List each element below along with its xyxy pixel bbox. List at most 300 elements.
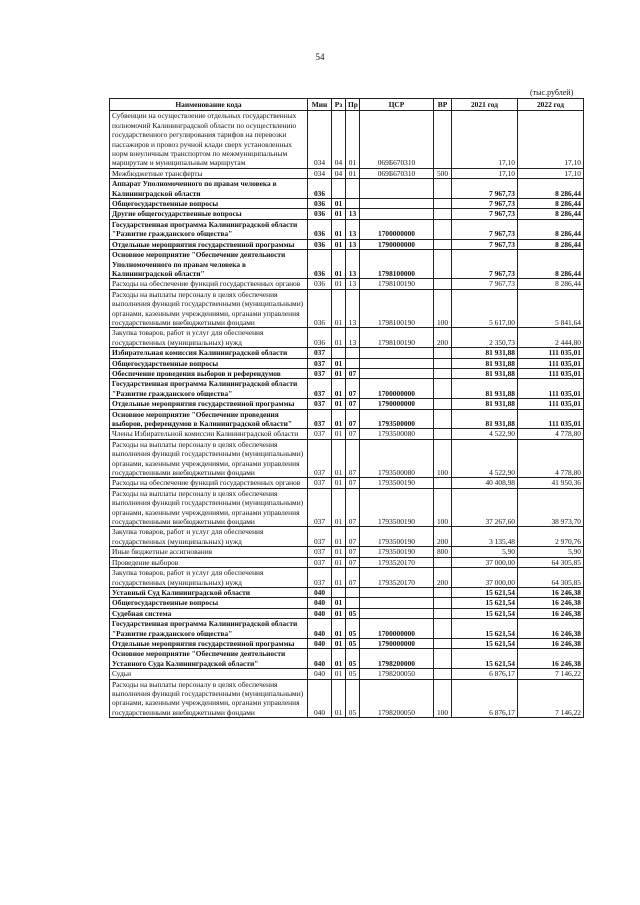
table-row: [110, 250, 584, 279]
cell-pr: 07: [346, 379, 360, 399]
cell-pr: 07: [346, 368, 360, 378]
cell-2021: 6 876,17: [452, 669, 518, 679]
cell-csr: [360, 209, 434, 219]
cell-pr: 13: [346, 250, 360, 279]
cell-2021: 81 931,88: [452, 379, 518, 399]
cell-csr: 069Б670310: [360, 111, 434, 168]
cell-2022: 111 035,01: [518, 368, 584, 378]
table-row: [110, 587, 584, 597]
cell-min: 037: [308, 358, 332, 368]
table-row: [110, 568, 584, 588]
cell-name: Иные бюджетные ассигнования: [110, 547, 308, 557]
cell-min: 037: [308, 409, 332, 429]
cell-name: Члены Избирательной комиссии Калининградской области: [110, 429, 308, 439]
cell-csr: 1798100190: [360, 279, 434, 289]
cell-2021: 7 967,73: [452, 179, 518, 199]
cell-vr: 800: [434, 547, 452, 557]
cell-rz: 01: [332, 289, 346, 328]
cell-name: Общегосударственные вопросы: [110, 598, 308, 608]
cell-min: 036: [308, 199, 332, 209]
cell-2021: 2 350,73: [452, 328, 518, 348]
cell-rz: 01: [332, 209, 346, 219]
cell-2022: 8 286,44: [518, 209, 584, 219]
table-row: [110, 168, 584, 178]
cell-2021: 7 967,73: [452, 239, 518, 249]
cell-name: Государственная программа Калининградской области "Развитие гражданского общества": [110, 219, 308, 239]
cell-min: 040: [308, 679, 332, 718]
cell-csr: 1700000000: [360, 379, 434, 399]
cell-2021: 15 621,54: [452, 587, 518, 597]
table-row: [110, 219, 584, 239]
cell-csr: 1700000000: [360, 219, 434, 239]
cell-min: 037: [308, 527, 332, 547]
cell-rz: 01: [332, 619, 346, 639]
cell-rz: 01: [332, 239, 346, 249]
cell-2022: 17,10: [518, 168, 584, 178]
cell-rz: 01: [332, 669, 346, 679]
cell-2021: 81 931,88: [452, 399, 518, 409]
cell-vr: [434, 279, 452, 289]
cell-csr: 1793500190: [360, 478, 434, 488]
cell-rz: 01: [332, 368, 346, 378]
cell-name: Отдельные мероприятия государственной программы: [110, 239, 308, 249]
cell-csr: [360, 179, 434, 199]
cell-vr: 100: [434, 488, 452, 527]
cell-name: Субвенции на осуществление отдельных государственных полномочий Калининградской области по осуществлению государственного регулирования тарифов на перевозки пассажиров и провоз ручной клади сверх установленных норм внеуличным транспортом по межмуниципальным маршрутам и муниципальным маршрутам: [110, 111, 308, 168]
cell-pr: 05: [346, 669, 360, 679]
cell-vr: [434, 209, 452, 219]
cell-pr: 05: [346, 638, 360, 648]
cell-2022: 17,10: [518, 111, 584, 168]
cell-csr: [360, 608, 434, 618]
cell-vr: [434, 239, 452, 249]
cell-name: Проведение выборов: [110, 557, 308, 567]
cell-csr: 1798200050: [360, 669, 434, 679]
cell-rz: 01: [332, 679, 346, 718]
table-row: [110, 379, 584, 399]
cell-vr: [434, 608, 452, 618]
cell-csr: [360, 598, 434, 608]
cell-csr: 1793500190: [360, 527, 434, 547]
cell-vr: [434, 219, 452, 239]
cell-name: Основное мероприятие "Обеспечение деятельности Уставного Суда Калининградской области": [110, 649, 308, 669]
cell-pr: [346, 348, 360, 358]
header-vr: ВР: [434, 99, 452, 111]
cell-name: Закупка товаров, работ и услуг для обеспечения государственных (муниципальных) нужд: [110, 527, 308, 547]
cell-2021: 7 967,73: [452, 250, 518, 279]
cell-2022: 111 035,01: [518, 379, 584, 399]
cell-rz: 01: [332, 638, 346, 648]
cell-2022: 2 444,80: [518, 328, 584, 348]
cell-pr: [346, 358, 360, 368]
cell-rz: 04: [332, 111, 346, 168]
cell-min: 040: [308, 608, 332, 618]
cell-min: 037: [308, 348, 332, 358]
cell-2021: 5 617,00: [452, 289, 518, 328]
cell-2021: 81 931,88: [452, 348, 518, 358]
cell-vr: [434, 250, 452, 279]
cell-vr: [434, 379, 452, 399]
table-row: [110, 358, 584, 368]
cell-rz: 01: [332, 488, 346, 527]
table-row: [110, 239, 584, 249]
cell-vr: [434, 478, 452, 488]
cell-min: 040: [308, 598, 332, 608]
cell-name: Закупка товаров, работ и услуг для обеспечения государственных (муниципальных) нужд: [110, 568, 308, 588]
cell-rz: 01: [332, 527, 346, 547]
table-row: [110, 348, 584, 358]
cell-csr: [360, 368, 434, 378]
cell-name: Государственная программа Калининградской области "Развитие гражданского общества": [110, 379, 308, 399]
cell-vr: 100: [434, 289, 452, 328]
cell-min: 037: [308, 568, 332, 588]
cell-pr: 01: [346, 168, 360, 178]
cell-pr: 05: [346, 608, 360, 618]
cell-2021: 15 621,54: [452, 638, 518, 648]
table-row: [110, 527, 584, 547]
table-header-row: [110, 99, 584, 111]
cell-min: 037: [308, 557, 332, 567]
cell-name: Другие общегосударственные вопросы: [110, 209, 308, 219]
cell-name: Расходы на выплаты персоналу в целях обеспечения выполнения функций государственными (муниципальными) органами, казенными учреждениями, органами управления государственными внебюджетными фондами: [110, 439, 308, 478]
table-row: [110, 547, 584, 557]
table-row: [110, 409, 584, 429]
cell-pr: 13: [346, 219, 360, 239]
cell-rz: 01: [332, 429, 346, 439]
header-2022: 2022 год: [518, 99, 584, 111]
cell-2022: 111 035,01: [518, 348, 584, 358]
cell-rz: [332, 348, 346, 358]
cell-csr: [360, 587, 434, 597]
cell-name: Судьи: [110, 669, 308, 679]
header-name: Наименование кода: [110, 99, 308, 111]
cell-name: Межбюджетные трансферты: [110, 168, 308, 178]
units-label: (тыс.рублей): [530, 88, 574, 97]
cell-2021: 15 621,54: [452, 598, 518, 608]
cell-2021: 4 522,90: [452, 439, 518, 478]
cell-csr: 1793520170: [360, 557, 434, 567]
cell-vr: [434, 669, 452, 679]
cell-2021: 7 967,73: [452, 279, 518, 289]
cell-name: Основное мероприятие "Обеспечение проведения выборов, референдумов в Калининградской области": [110, 409, 308, 429]
cell-csr: [360, 358, 434, 368]
cell-rz: 01: [332, 547, 346, 557]
header-csr: ЦСР: [360, 99, 434, 111]
table-row: [110, 328, 584, 348]
cell-pr: 07: [346, 478, 360, 488]
cell-2021: 15 621,54: [452, 649, 518, 669]
cell-csr: 1798100190: [360, 289, 434, 328]
cell-pr: 07: [346, 557, 360, 567]
cell-2021: 7 967,73: [452, 209, 518, 219]
cell-pr: 13: [346, 279, 360, 289]
cell-2021: 15 621,54: [452, 608, 518, 618]
cell-csr: [360, 199, 434, 209]
cell-vr: [434, 638, 452, 648]
cell-pr: 07: [346, 409, 360, 429]
table-row: [110, 429, 584, 439]
cell-pr: 07: [346, 429, 360, 439]
table-row: [110, 638, 584, 648]
header-rz: Рз: [332, 99, 346, 111]
cell-2021: 15 621,54: [452, 619, 518, 639]
cell-vr: [434, 619, 452, 639]
cell-2022: 16 246,38: [518, 598, 584, 608]
cell-2021: 81 931,88: [452, 358, 518, 368]
cell-name: Расходы на выплаты персоналу в целях обеспечения выполнения функций государственными (муниципальными) органами, казенными учреждениями, органами управления государственными внебюджетными фондами: [110, 488, 308, 527]
cell-min: 037: [308, 439, 332, 478]
cell-name: Закупка товаров, работ и услуг для обеспечения государственных (муниципальных) нужд: [110, 328, 308, 348]
table-row: [110, 478, 584, 488]
cell-name: Основное мероприятие "Обеспечение деятельности Уполномоченного по правам человека в Калининградской области": [110, 250, 308, 279]
cell-rz: 01: [332, 649, 346, 669]
cell-2022: 8 286,44: [518, 250, 584, 279]
cell-min: 037: [308, 379, 332, 399]
cell-2022: 16 246,38: [518, 608, 584, 618]
cell-name: Уставный Суд Калининградской области: [110, 587, 308, 597]
cell-2022: 16 246,38: [518, 649, 584, 669]
cell-vr: 500: [434, 168, 452, 178]
cell-2021: 81 931,88: [452, 368, 518, 378]
table-row: [110, 199, 584, 209]
cell-min: 036: [308, 179, 332, 199]
cell-vr: [434, 358, 452, 368]
cell-2022: 38 973,70: [518, 488, 584, 527]
cell-2021: 4 522,90: [452, 429, 518, 439]
cell-vr: [434, 111, 452, 168]
cell-rz: 01: [332, 250, 346, 279]
cell-pr: 13: [346, 328, 360, 348]
table-row: [110, 598, 584, 608]
cell-csr: 1793520170: [360, 568, 434, 588]
cell-vr: [434, 399, 452, 409]
cell-pr: 07: [346, 547, 360, 557]
cell-min: 034: [308, 111, 332, 168]
cell-csr: 1798100190: [360, 328, 434, 348]
cell-name: Расходы на обеспечение функций государственных органов: [110, 478, 308, 488]
cell-2021: 37 267,60: [452, 488, 518, 527]
cell-rz: 01: [332, 478, 346, 488]
table-row: [110, 619, 584, 639]
table-row: [110, 679, 584, 718]
cell-2021: 7 967,73: [452, 199, 518, 209]
table-row: [110, 399, 584, 409]
cell-pr: 07: [346, 399, 360, 409]
cell-min: 037: [308, 478, 332, 488]
cell-pr: 05: [346, 619, 360, 639]
cell-2022: 16 246,38: [518, 587, 584, 597]
cell-min: 036: [308, 328, 332, 348]
cell-csr: 1790000000: [360, 399, 434, 409]
cell-pr: 07: [346, 488, 360, 527]
cell-name: Общегосударственные вопросы: [110, 199, 308, 209]
cell-2022: 8 286,44: [518, 179, 584, 199]
cell-2022: 64 305,85: [518, 557, 584, 567]
cell-csr: 1793500080: [360, 429, 434, 439]
cell-2022: 5 841,64: [518, 289, 584, 328]
cell-csr: 1790000000: [360, 239, 434, 249]
cell-2022: 8 286,44: [518, 239, 584, 249]
cell-pr: 13: [346, 239, 360, 249]
table-row: [110, 649, 584, 669]
cell-rz: 01: [332, 439, 346, 478]
cell-vr: [434, 368, 452, 378]
cell-2021: 5,90: [452, 547, 518, 557]
cell-2021: 81 931,88: [452, 409, 518, 429]
cell-csr: [360, 348, 434, 358]
cell-vr: 100: [434, 679, 452, 718]
cell-min: 037: [308, 429, 332, 439]
cell-pr: [346, 587, 360, 597]
cell-name: Общегосударственные вопросы: [110, 358, 308, 368]
cell-pr: [346, 199, 360, 209]
cell-vr: 200: [434, 568, 452, 588]
cell-rz: 01: [332, 409, 346, 429]
cell-min: 040: [308, 649, 332, 669]
cell-vr: [434, 348, 452, 358]
cell-vr: 200: [434, 527, 452, 547]
cell-rz: 01: [332, 557, 346, 567]
table-row: [110, 289, 584, 328]
header-min: Мин: [308, 99, 332, 111]
cell-name: Судебная система: [110, 608, 308, 618]
table-row: [110, 557, 584, 567]
cell-rz: 01: [332, 608, 346, 618]
cell-rz: 01: [332, 399, 346, 409]
cell-min: 036: [308, 209, 332, 219]
cell-2022: 8 286,44: [518, 219, 584, 239]
header-2021: 2021 год: [452, 99, 518, 111]
cell-2022: 111 035,01: [518, 399, 584, 409]
table-row: [110, 608, 584, 618]
cell-min: 040: [308, 587, 332, 597]
cell-pr: 07: [346, 527, 360, 547]
cell-2022: 8 286,44: [518, 279, 584, 289]
cell-2022: 4 778,80: [518, 429, 584, 439]
cell-pr: 13: [346, 289, 360, 328]
cell-csr: 1790000000: [360, 638, 434, 648]
cell-pr: 07: [346, 568, 360, 588]
table-row: [110, 368, 584, 378]
cell-csr: 1793500000: [360, 409, 434, 429]
cell-vr: [434, 429, 452, 439]
cell-min: 040: [308, 619, 332, 639]
cell-pr: [346, 179, 360, 199]
table-body: [110, 111, 584, 718]
cell-min: 037: [308, 547, 332, 557]
cell-vr: [434, 409, 452, 429]
cell-name: Отдельные мероприятия государственной программы: [110, 638, 308, 648]
cell-rz: 01: [332, 568, 346, 588]
cell-csr: 1700000000: [360, 619, 434, 639]
cell-vr: [434, 598, 452, 608]
cell-min: 034: [308, 168, 332, 178]
cell-2022: 7 146,22: [518, 679, 584, 718]
cell-min: 040: [308, 638, 332, 648]
cell-2021: 17,10: [452, 111, 518, 168]
table-row: [110, 669, 584, 679]
cell-min: 040: [308, 669, 332, 679]
header-pr: Пр: [346, 99, 360, 111]
cell-rz: 01: [332, 219, 346, 239]
cell-vr: [434, 649, 452, 669]
cell-name: Расходы на выплаты персоналу в целях обеспечения выполнения функций государственными (муниципальными) органами, казенными учреждениями, органами управления государственными внебюджетными фондами: [110, 289, 308, 328]
cell-2021: 7 967,73: [452, 219, 518, 239]
cell-2021: 37 000,00: [452, 557, 518, 567]
cell-vr: [434, 199, 452, 209]
cell-name: Аппарат Уполномоченного по правам человека в Калининградской области: [110, 179, 308, 199]
cell-vr: [434, 587, 452, 597]
budget-table: [109, 98, 584, 718]
cell-pr: [346, 598, 360, 608]
cell-2022: 111 035,01: [518, 409, 584, 429]
cell-pr: 05: [346, 679, 360, 718]
table-row: [110, 179, 584, 199]
cell-csr: 069Б670310: [360, 168, 434, 178]
cell-csr: 1798200000: [360, 649, 434, 669]
cell-2022: 16 246,38: [518, 638, 584, 648]
cell-2022: 7 146,22: [518, 669, 584, 679]
cell-vr: 200: [434, 328, 452, 348]
cell-2022: 4 778,80: [518, 439, 584, 478]
cell-2022: 2 970,76: [518, 527, 584, 547]
table-row: [110, 209, 584, 219]
cell-min: 036: [308, 250, 332, 279]
cell-vr: [434, 557, 452, 567]
cell-rz: [332, 587, 346, 597]
cell-2022: 5,90: [518, 547, 584, 557]
cell-2022: 8 286,44: [518, 199, 584, 209]
cell-min: 036: [308, 279, 332, 289]
cell-name: Обеспечение проведения выборов и референдумов: [110, 368, 308, 378]
cell-name: Избирательная комиссия Калининградской области: [110, 348, 308, 358]
cell-csr: 1793500190: [360, 488, 434, 527]
cell-2021: 3 135,48: [452, 527, 518, 547]
cell-rz: 01: [332, 358, 346, 368]
cell-2022: 16 246,38: [518, 619, 584, 639]
cell-name: Отдельные мероприятия государственной программы: [110, 399, 308, 409]
cell-2021: 40 408,98: [452, 478, 518, 488]
cell-min: 037: [308, 399, 332, 409]
cell-name: Расходы на выплаты персоналу в целях обеспечения выполнения функций государственными (муниципальными) органами, казенными учреждениями, органами управления государственными внебюджетными фондами: [110, 679, 308, 718]
cell-min: 036: [308, 239, 332, 249]
cell-csr: 1798100000: [360, 250, 434, 279]
cell-2021: 6 876,17: [452, 679, 518, 718]
cell-min: 036: [308, 289, 332, 328]
cell-rz: [332, 179, 346, 199]
cell-vr: [434, 179, 452, 199]
cell-rz: 01: [332, 199, 346, 209]
cell-2022: 41 950,36: [518, 478, 584, 488]
cell-csr: 1798200050: [360, 679, 434, 718]
table-row: [110, 439, 584, 478]
table-row: [110, 111, 584, 168]
cell-min: 037: [308, 368, 332, 378]
cell-pr: 07: [346, 439, 360, 478]
cell-min: 036: [308, 219, 332, 239]
cell-name: Государственная программа Калининградской области "Развитие гражданского общества": [110, 619, 308, 639]
cell-csr: 1793500190: [360, 547, 434, 557]
cell-rz: 01: [332, 279, 346, 289]
cell-rz: 01: [332, 598, 346, 608]
cell-pr: 13: [346, 209, 360, 219]
page-number: 54: [315, 52, 325, 62]
cell-rz: 01: [332, 328, 346, 348]
cell-2021: 37 000,00: [452, 568, 518, 588]
table-row: [110, 488, 584, 527]
cell-csr: 1793500080: [360, 439, 434, 478]
cell-name: Расходы на обеспечение функций государственных органов: [110, 279, 308, 289]
